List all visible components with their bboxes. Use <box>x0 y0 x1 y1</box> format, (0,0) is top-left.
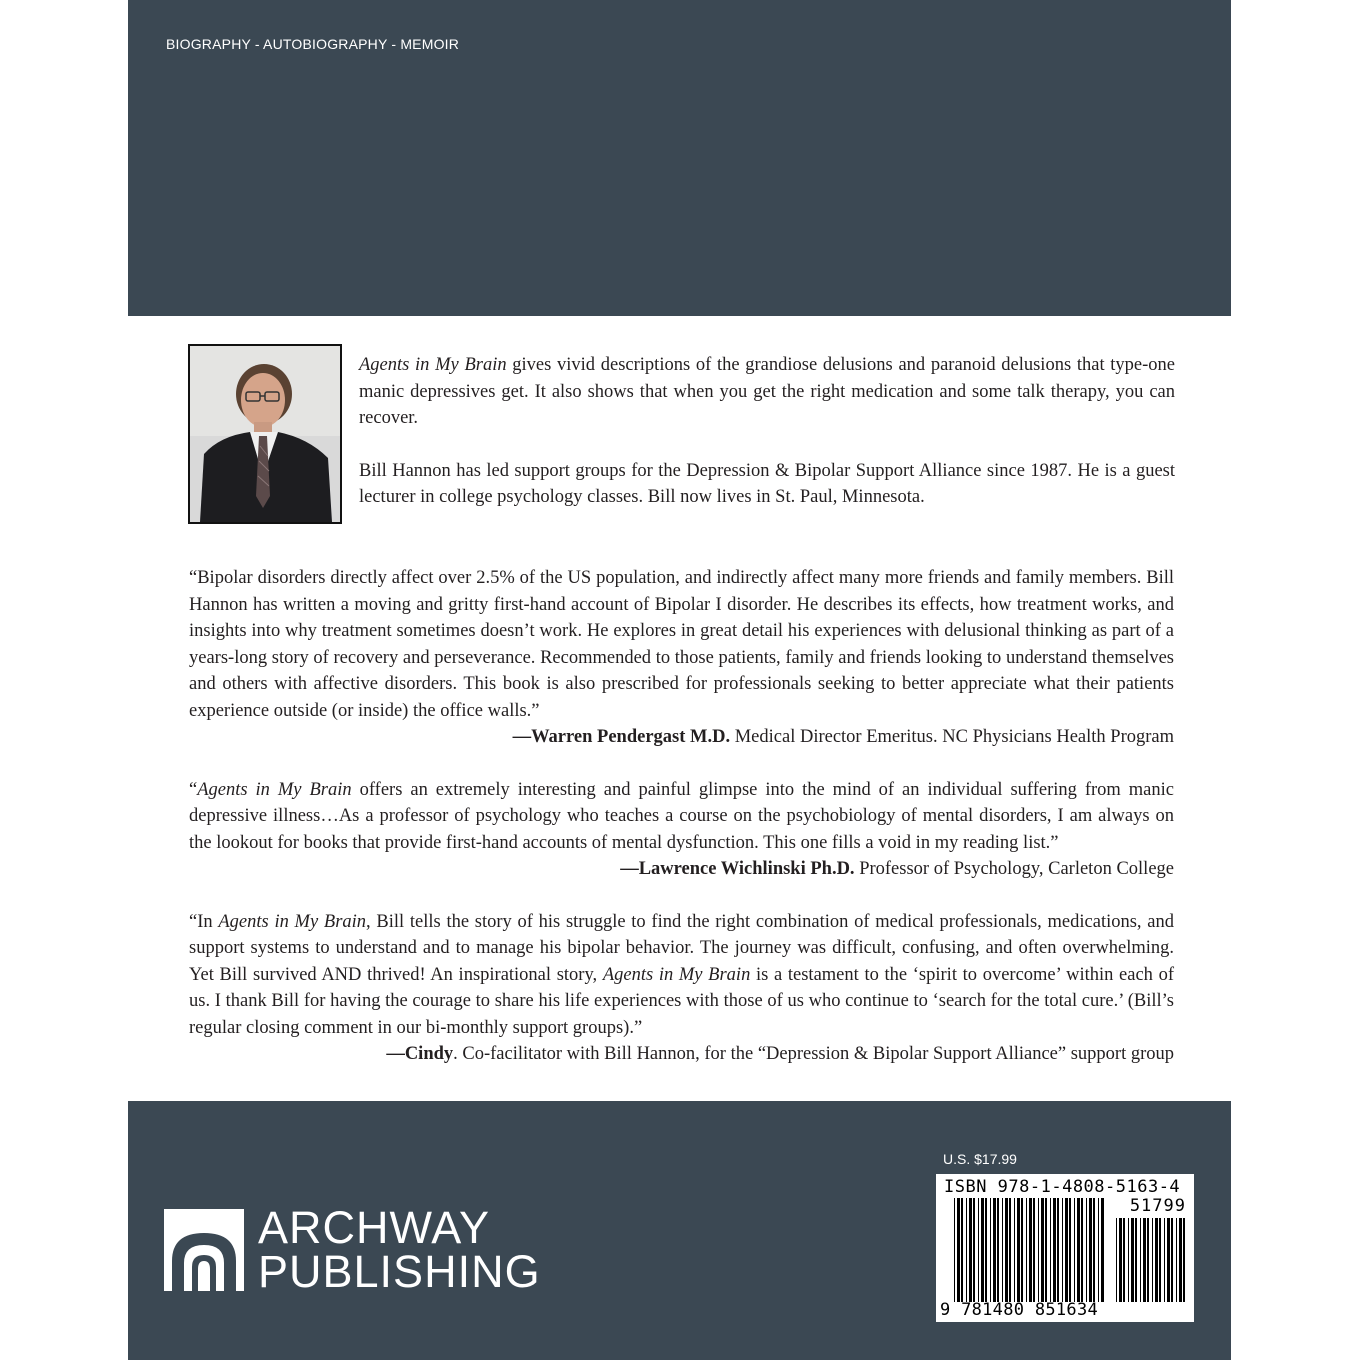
barcode-bar <box>990 1198 991 1302</box>
barcode-bar <box>1041 1198 1044 1302</box>
barcode-bar <box>1147 1218 1149 1302</box>
barcode-bar <box>978 1198 979 1302</box>
endorser-name: —Warren Pendergast M.D. <box>512 727 731 747</box>
barcode-bar <box>1159 1218 1161 1302</box>
barcode-bar <box>1002 1198 1003 1302</box>
quote-open: “ <box>189 779 198 800</box>
book-title: Agents in My Brain <box>359 355 507 375</box>
endorsement-text: “Bipolar disorders directly affect over 2.5% of the US population, and indirectly affect many more friends and family members. Bill Hannon has written a moving and gritty first-hand account of Bipolar I disorder. He describes its effects, how treatment works, and insights into why treatment sometimes doesn’t work. He explores in great detail his experiences with delusional thinking as part of a years-long story of recovery and perseverance. Recommended to those patients, family and friends looking to understand themselves and others with affective disorders. This book is also prescribed for professionals seeking to better appreciate what their patients experience outside (or inside) the office walls.” <box>189 568 1174 721</box>
barcode-bar <box>1176 1218 1177 1302</box>
barcode-bar <box>1164 1218 1165 1302</box>
author-bio: Bill Hannon has led support groups for the Depression & Bipolar Support Alliance since 1987. He is a guest lecturer in college psychology classes. Bill now lives in St. Paul, Minnesota. <box>359 460 1175 507</box>
barcode-bar <box>961 1198 963 1302</box>
barcode-bar <box>969 1198 972 1302</box>
endorsement-text <box>189 777 1174 857</box>
barcode-bar <box>966 1198 967 1302</box>
barcode-bar <box>1053 1198 1056 1302</box>
book-title: Agents in My Brain <box>218 911 367 932</box>
publisher-name <box>258 1202 541 1297</box>
endorsement-body: offers an extremely interesting and painful glimpse into the mind of an individual suffering from manic depressive illness…As a professor of psychology who teaches a course on the psychobiology of mental disorders, I am always on the lookout for books that provide first-hand accounts of mental dysfunction. This one fills a void in my reading list.” <box>189 779 1174 853</box>
barcode-bar <box>985 1198 987 1302</box>
barcode-bar <box>1143 1218 1146 1302</box>
barcode-bar <box>1131 1218 1134 1302</box>
barcode-bar <box>957 1198 960 1302</box>
isbn-barcode <box>936 1174 1194 1322</box>
barcode-bar <box>1140 1218 1141 1302</box>
barcode-bar <box>1081 1198 1083 1302</box>
book-title: Agents in My Brain <box>197 779 352 800</box>
barcode-bar <box>1038 1198 1039 1302</box>
barcode-bar <box>1152 1218 1153 1302</box>
endorsement-body: is a testament to the ‘spirit to overcome’ within each of us. I thank Bill for having the courage to share his life experiences with those of us who continue to ‘search for the total cure.’ (Bill’s regular closing comment in our bi-monthly support groups).” <box>189 964 1174 1038</box>
barcode-bar <box>1017 1198 1020 1302</box>
isbn-number: ISBN 978-1-4808-5163-4 <box>944 1177 1181 1197</box>
barcode-bar <box>1021 1198 1023 1302</box>
barcode-bar <box>1135 1218 1137 1302</box>
barcode-bar <box>1179 1218 1182 1302</box>
barcode-bar <box>993 1198 996 1302</box>
endorsement-attribution <box>189 724 1174 751</box>
endorsement-text <box>189 909 1174 1042</box>
barcode-bar <box>997 1198 999 1302</box>
barcode-bar <box>1098 1198 1099 1302</box>
publisher-line-2: PUBLISHING <box>258 1246 541 1297</box>
book-title: Agents in My Brain <box>602 964 751 985</box>
barcode-bar <box>1116 1218 1117 1302</box>
barcode-bar <box>954 1198 955 1302</box>
archway-arch-icon <box>164 1209 244 1291</box>
barcode-bar <box>981 1198 984 1302</box>
barcode-bar <box>1065 1198 1068 1302</box>
publisher-logo <box>164 1202 541 1297</box>
endorsement-3 <box>189 909 1174 1068</box>
barcode-bar <box>1045 1198 1047 1302</box>
barcode-bar <box>1009 1198 1011 1302</box>
endorser-role: Medical Director Emeritus. NC Physicians Health Program <box>730 727 1174 747</box>
endorsement-attribution <box>189 1041 1174 1068</box>
barcode-bar <box>1029 1198 1032 1302</box>
barcode-bar <box>1155 1218 1158 1302</box>
endorser-name: —Cindy <box>386 1044 454 1064</box>
endorsements <box>189 565 1174 1068</box>
barcode-bar <box>1101 1198 1104 1302</box>
barcode-bar <box>973 1198 975 1302</box>
blurb-text: gives vivid descriptions of the grandiose delusions and paranoid delusions that type-one manic depressives get. It also shows that when you get the right medication and some talk therapy, you can recover. <box>359 355 1175 428</box>
barcode-bar <box>1089 1198 1092 1302</box>
barcode-bar <box>1062 1198 1063 1302</box>
bottom-color-band <box>128 1101 1231 1360</box>
endorsement-body: , Bill tells the story of his struggle to find the right combination of medical professionals, medications, and support systems to understand and to manage his bipolar behavior. The journey was difficult, confusing, and often overwhelming. Yet Bill survived AND thrived! An inspirational story, <box>189 911 1174 985</box>
barcode-bar <box>1171 1218 1173 1302</box>
top-color-band <box>128 0 1231 316</box>
barcode-bar <box>1183 1218 1185 1302</box>
endorser-name: —Lawrence Wichlinski Ph.D. <box>620 859 855 879</box>
barcode-bar <box>1050 1198 1051 1302</box>
barcode-bar <box>1077 1198 1080 1302</box>
barcode-bar <box>1123 1218 1125 1302</box>
publisher-line-1: ARCHWAY <box>258 1202 490 1253</box>
endorsement-attribution <box>189 856 1174 883</box>
genre-label: BIOGRAPHY - AUTOBIOGRAPHY - MEMOIR <box>166 36 460 52</box>
barcode-bar <box>1086 1198 1087 1302</box>
ean-number: 9 781480 851634 <box>940 1300 1099 1320</box>
barcode-bar <box>1026 1198 1027 1302</box>
back-cover <box>128 0 1231 1360</box>
barcode-bar <box>1093 1198 1095 1302</box>
price-label: U.S. $17.99 <box>943 1151 1017 1167</box>
price-addon-number: 51799 <box>1129 1196 1186 1216</box>
author-photo <box>188 344 342 524</box>
barcode-bar <box>1119 1218 1122 1302</box>
barcode-bar <box>1069 1198 1071 1302</box>
endorsement-2 <box>189 777 1174 883</box>
barcode-bar <box>1167 1218 1170 1302</box>
barcode-bar <box>1074 1198 1075 1302</box>
barcode-bar <box>1005 1198 1008 1302</box>
endorsement-1 <box>189 565 1174 751</box>
book-blurb <box>359 352 1175 511</box>
barcode-bar <box>1128 1218 1129 1302</box>
endorser-role: . Co-facilitator with Bill Hannon, for the “Depression & Bipolar Support Alliance” support group <box>453 1044 1174 1064</box>
quote-open: “In <box>189 911 219 932</box>
barcode-bar <box>1033 1198 1035 1302</box>
barcode-bar <box>1014 1198 1015 1302</box>
blurb-paragraph-1 <box>359 352 1175 432</box>
barcode-bar <box>1057 1198 1059 1302</box>
endorser-role: Professor of Psychology, Carleton College <box>854 859 1174 879</box>
